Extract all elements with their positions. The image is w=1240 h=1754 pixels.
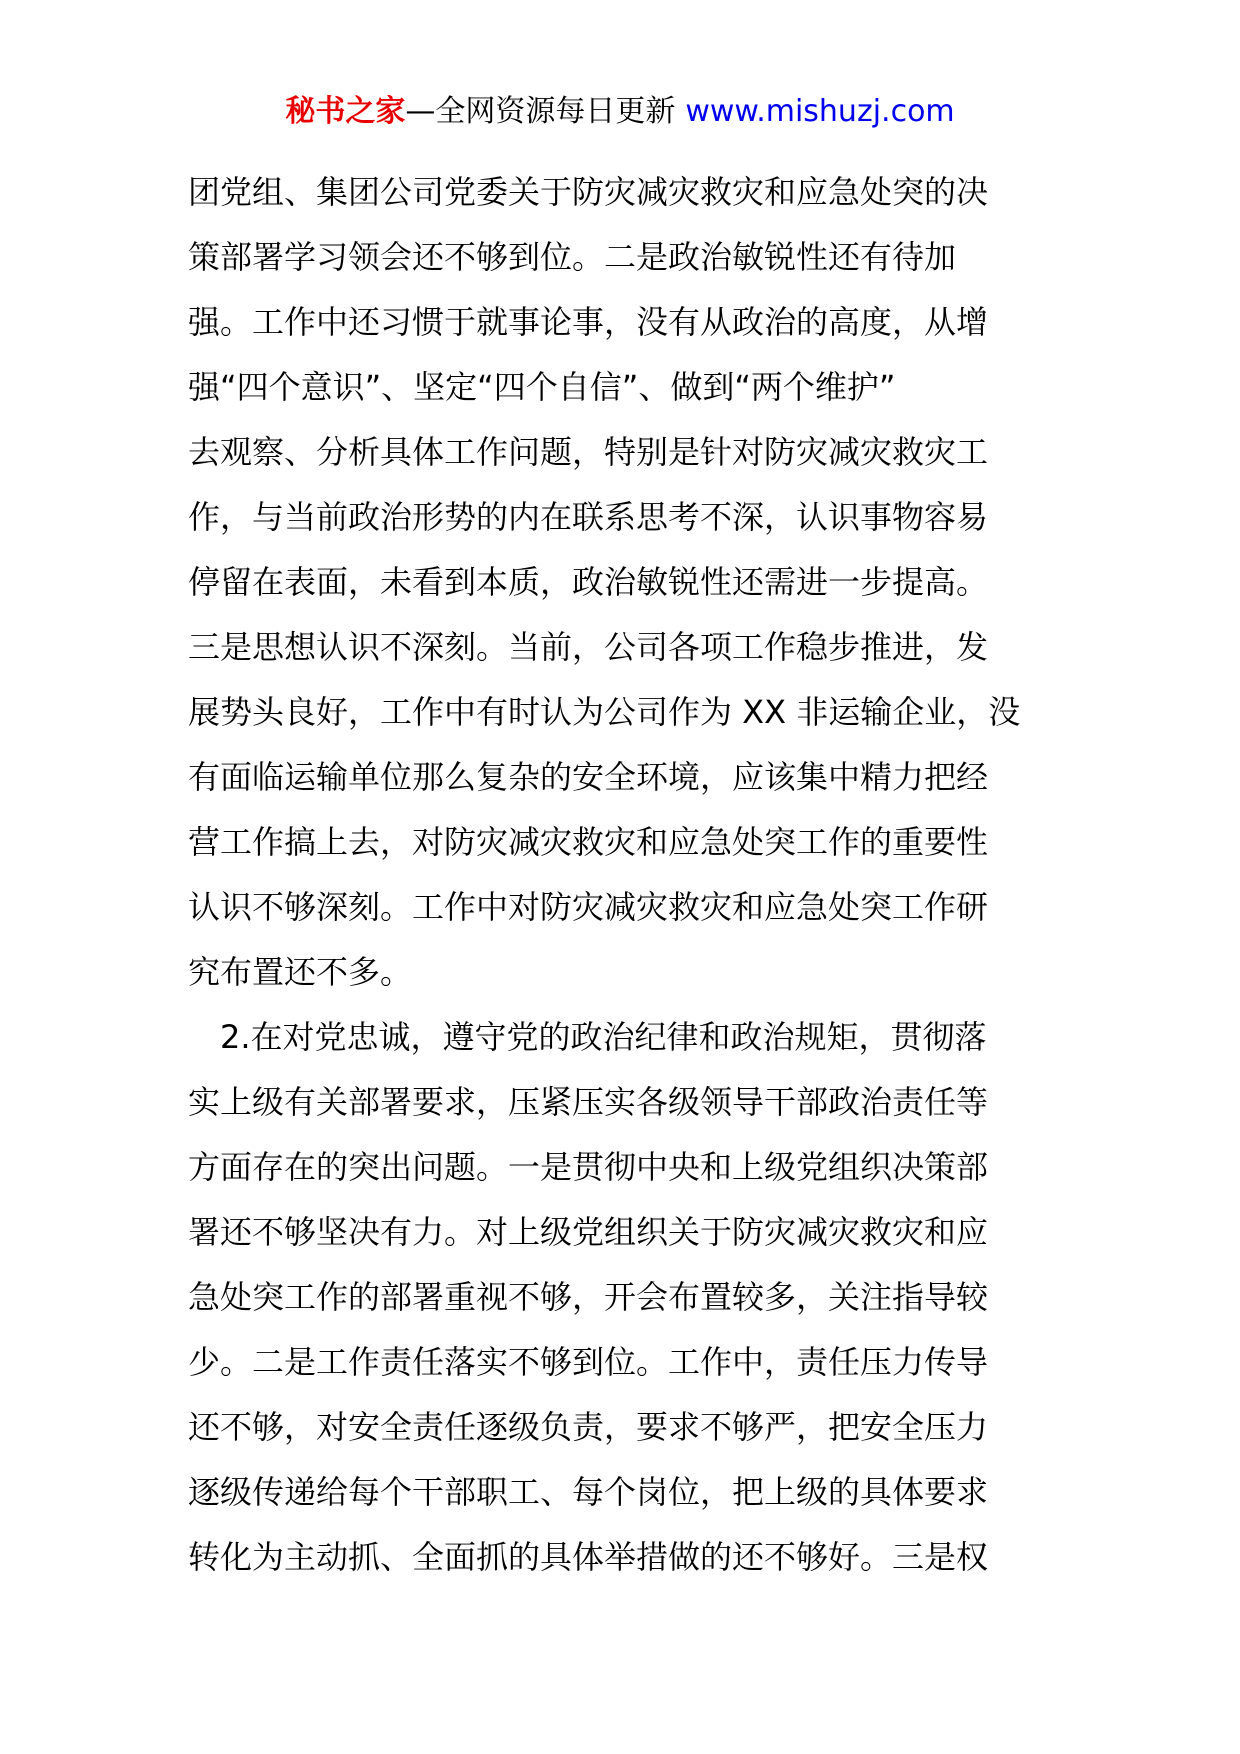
text-line: 停留在表面，未看到本质，政治敏锐性还需进一步提高。 — [188, 563, 989, 601]
text-line: 团党组、集团公司党委关于防灾减灾救灾和应急处突的决 — [188, 173, 989, 211]
text-line: 少。二是工作责任落实不够到位。工作中，责任压力传导 — [188, 1343, 989, 1381]
text-line: 究布置还不多。 — [188, 953, 413, 991]
text-line: 强。工作中还习惯于就事论事，没有从政治的高度，从增 — [188, 303, 989, 341]
text-line: 去观察、分析具体工作问题，特别是针对防灾减灾救灾工 — [188, 433, 989, 471]
text-line: 有面临运输单位那么复杂的安全环境，应该集中精力把经 — [188, 758, 989, 796]
text-line: 策部署学习领会还不够到位。二是政治敏锐性还有待加 — [188, 238, 957, 276]
text-line: 急处突工作的部署重视不够，开会布置较多，关注指导较 — [188, 1278, 989, 1316]
site-brand: 秘书之家 — [285, 94, 406, 129]
text-line: 署还不够坚决有力。对上级党组织关于防灾减灾救灾和应 — [188, 1213, 989, 1251]
text-line: 方面存在的突出问题。一是贯彻中央和上级党组织决策部 — [188, 1148, 989, 1186]
text-line: 逐级传递给每个干部职工、每个岗位，把上级的具体要求 — [188, 1473, 989, 1511]
text-line: 营工作搞上去，对防灾减灾救灾和应急处突工作的重要性 — [188, 823, 989, 861]
text-line: 认识不够深刻。工作中对防灾减灾救灾和应急处突工作研 — [188, 888, 989, 926]
text-line: 还不够，对安全责任逐级负责，要求不够严，把安全压力 — [188, 1408, 989, 1446]
text-line: 实上级有关部署要求，压紧压实各级领导干部政治责任等 — [188, 1083, 989, 1121]
text-line: 强“四个意识”、坚定“四个自信”、做到“两个维护” — [188, 368, 896, 406]
paragraph-start-line: 2.在对党忠诚，遵守党的政治纪律和政治规矩，贯彻落 — [188, 1018, 987, 1056]
document-body — [188, 160, 1058, 1590]
text-line: 三是思想认识不深刻。当前，公司各项工作稳步推进，发 — [188, 628, 989, 666]
text-line: 展势头良好，工作中有时认为公司作为 XX 非运输企业，没 — [188, 693, 1021, 731]
site-header — [0, 92, 1240, 132]
site-tagline: —全网资源每日更新 — [405, 94, 676, 129]
text-line: 作，与当前政治形势的内在联系思考不深，认识事物容易 — [188, 498, 989, 536]
text-line: 转化为主动抓、全面抓的具体举措做的还不够好。三是权 — [188, 1538, 989, 1576]
site-url-link[interactable]: www.mishuzj.com — [685, 94, 955, 129]
